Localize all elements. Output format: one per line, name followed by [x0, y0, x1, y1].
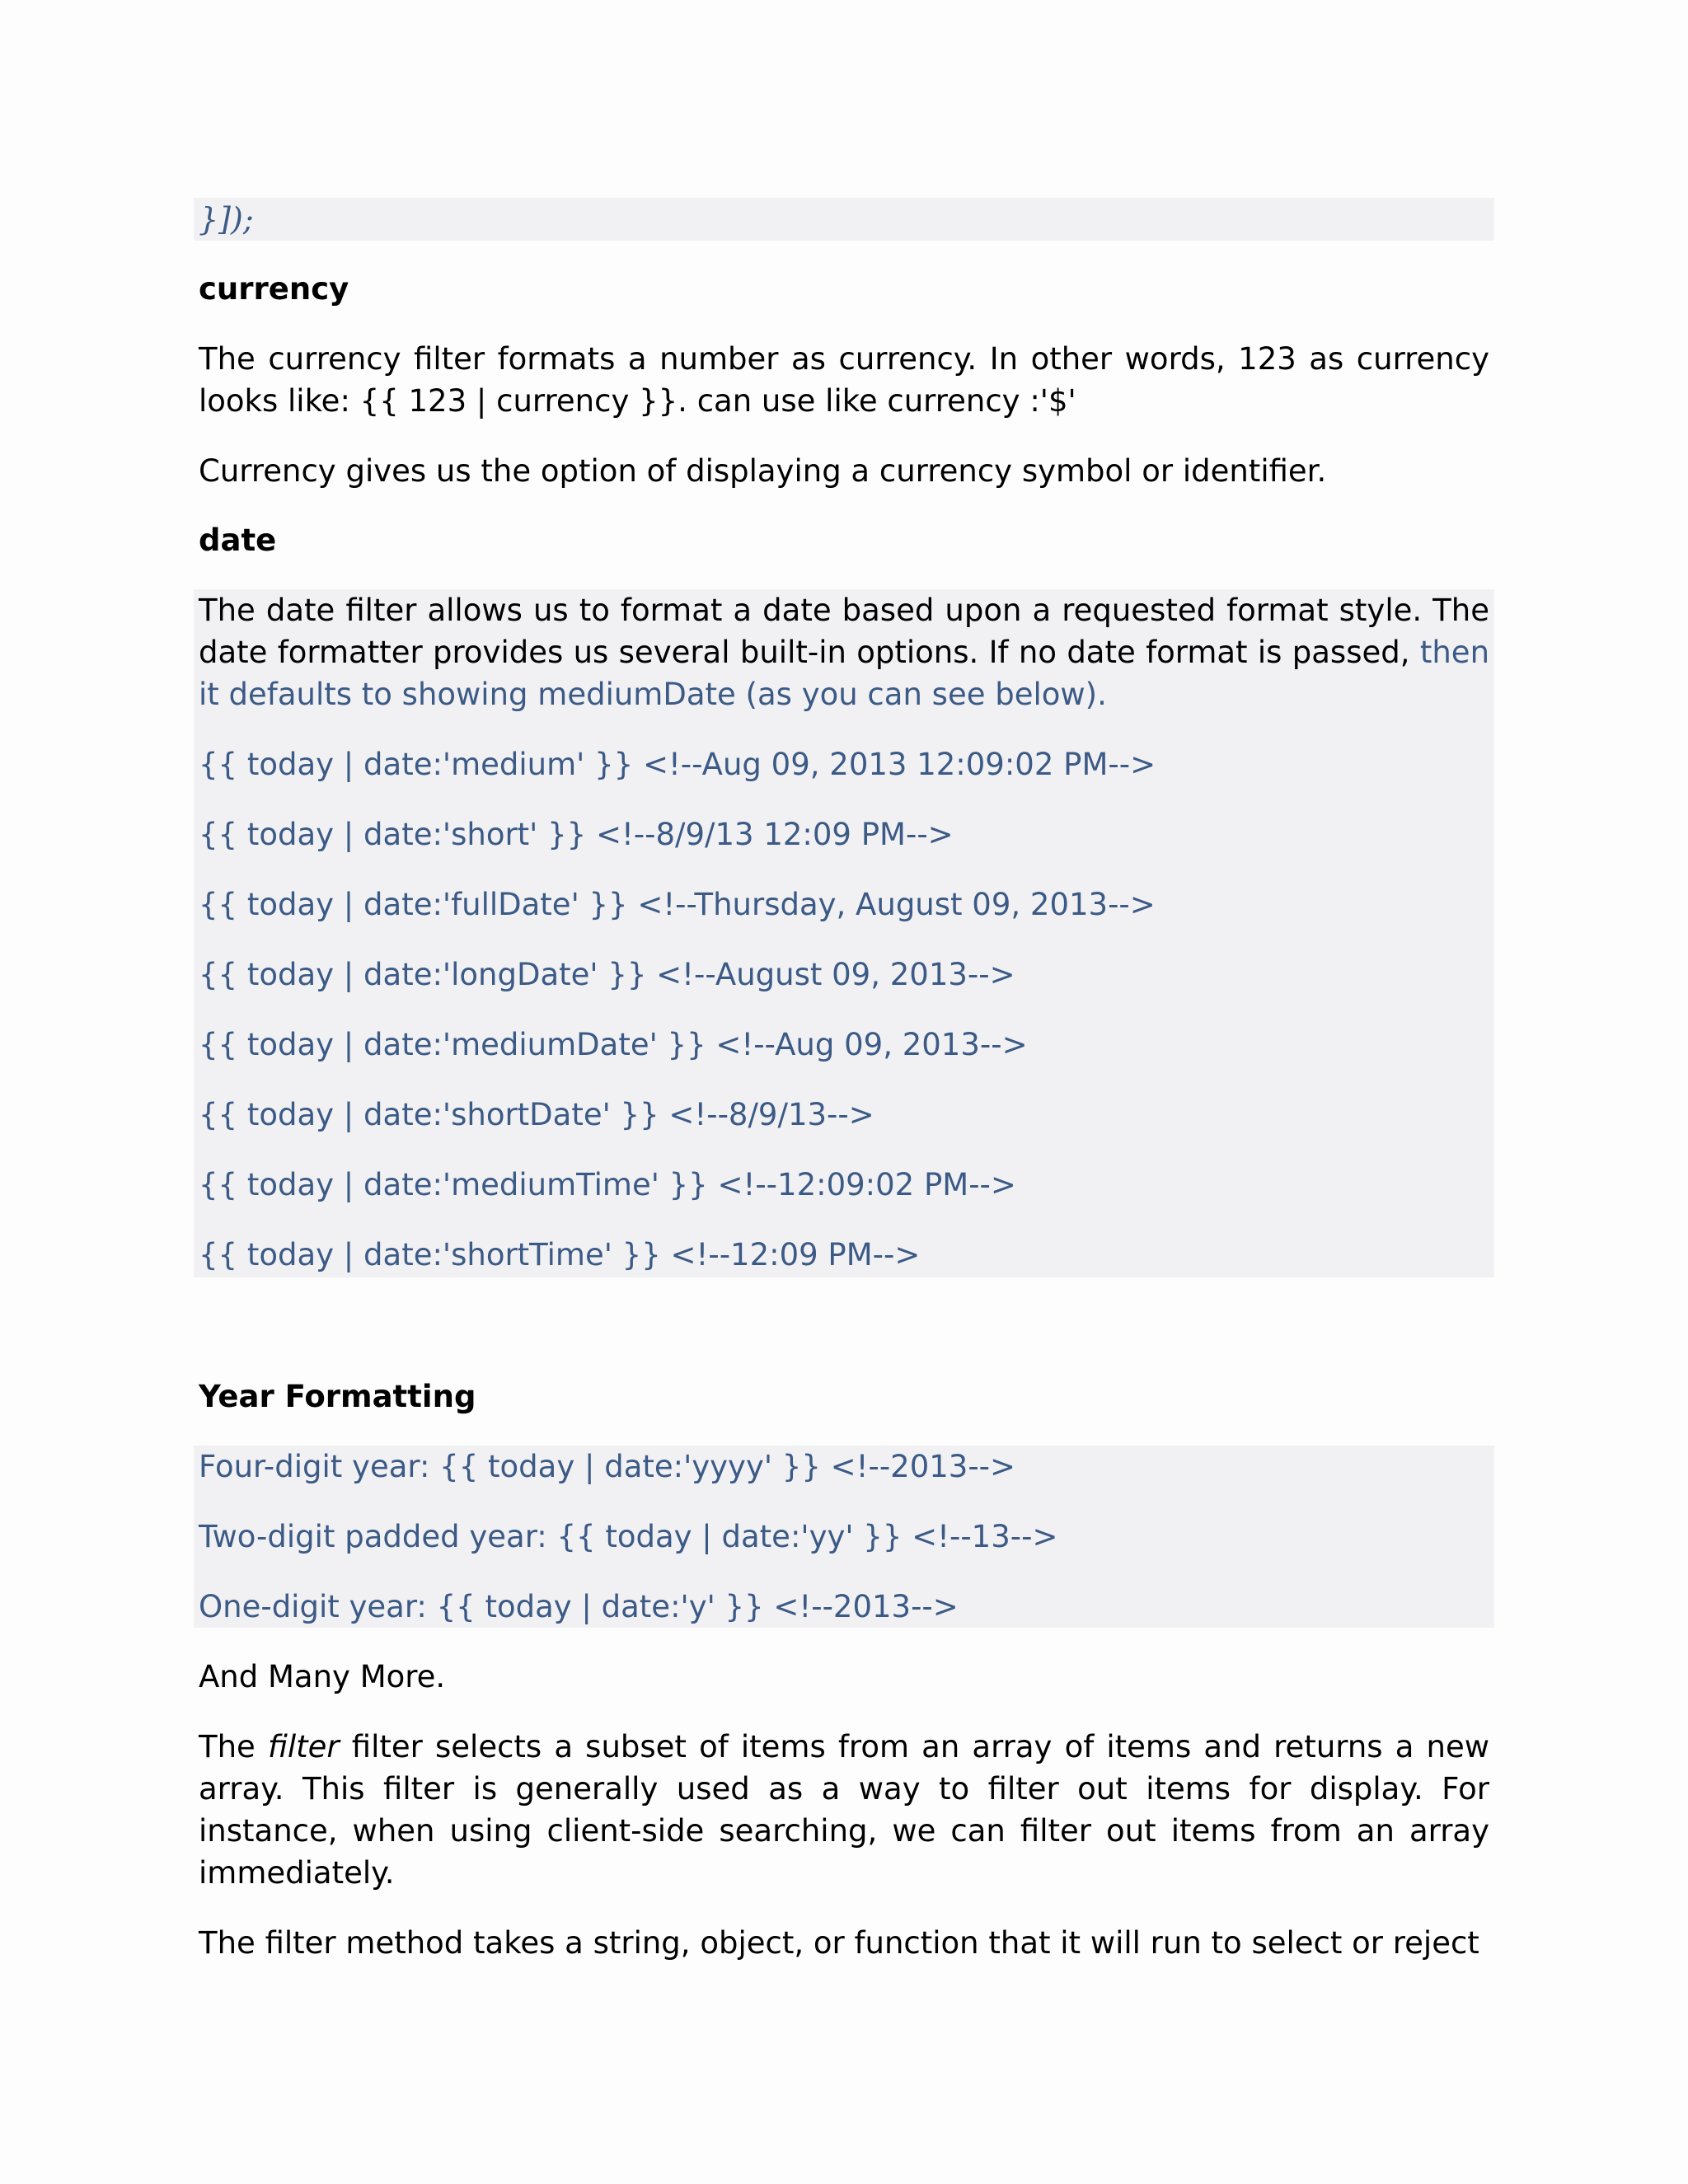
date-heading: date — [199, 523, 277, 558]
date-example-medium: {{ today | date:'medium' }} <!--Aug 09, 2013 12:09:02 PM--> — [199, 747, 1156, 782]
code-fragment-block — [194, 198, 1494, 241]
date-intro-text: The date filter allows us to format a date based upon a requested format style. The date formatter provides us several built-in options. If no date format is passed, — [199, 593, 1489, 670]
date-intro-default-text: then it defaults to showing mediumDate (as you can see below). — [199, 635, 1490, 712]
year-example-two-digit: Two-digit padded year: {{ today | date:'yy' }} <!--13--> — [199, 1519, 1058, 1554]
date-example-shortdate: {{ today | date:'shortDate' }} <!--8/9/13--> — [199, 1097, 874, 1132]
year-formatting-heading: Year Formatting — [199, 1379, 476, 1414]
currency-symbol-paragraph: Currency gives us the option of displaying a currency symbol or identifier. — [199, 453, 1327, 489]
date-code-block — [194, 589, 1494, 1277]
year-example-one-digit: One-digit year: {{ today | date:'y' }} <!--2013--> — [199, 1589, 959, 1624]
currency-heading: currency — [199, 271, 349, 307]
filter-paragraph-rest: filter selects a subset of items from an array of items and returns a new array. This filter is generally used as a way to filter out items for display. For instance, when using client-side searching, we can filter out items from an array immediately. — [199, 1729, 1489, 1891]
filter-emphasis: filter — [267, 1729, 340, 1765]
year-example-four-digit: Four-digit year: {{ today | date:'yyyy' }} <!--2013--> — [199, 1449, 1016, 1484]
date-example-longdate: {{ today | date:'longDate' }} <!--August 09, 2013--> — [199, 957, 1015, 992]
date-example-fulldate: {{ today | date:'fullDate' }} <!--Thursday, August 09, 2013--> — [199, 887, 1156, 922]
date-example-shorttime: {{ today | date:'shortTime' }} <!--12:09 PM--> — [199, 1237, 921, 1272]
and-many-more-text: And Many More. — [199, 1659, 446, 1694]
date-example-mediumtime: {{ today | date:'mediumTime' }} <!--12:09:02 PM--> — [199, 1167, 1016, 1202]
page-content — [199, 198, 1489, 1964]
code-fragment: }]); — [199, 201, 254, 237]
currency-paragraph: The currency filter formats a number as currency. In other words, 123 as currency looks like: {{ 123 | currency }}. can use like currency :'$' — [199, 341, 1489, 419]
year-code-block — [194, 1446, 1494, 1628]
date-intro-paragraph — [199, 589, 1489, 715]
filter-paragraph-start: The — [199, 1729, 268, 1765]
filter-paragraph — [199, 1726, 1489, 1894]
filter-method-paragraph: The filter method takes a string, object, or function that it will run to select or reject — [199, 1925, 1479, 1961]
date-example-mediumdate: {{ today | date:'mediumDate' }} <!--Aug 09, 2013--> — [199, 1027, 1028, 1062]
date-example-short: {{ today | date:'short' }} <!--8/9/13 12:09 PM--> — [199, 817, 954, 852]
